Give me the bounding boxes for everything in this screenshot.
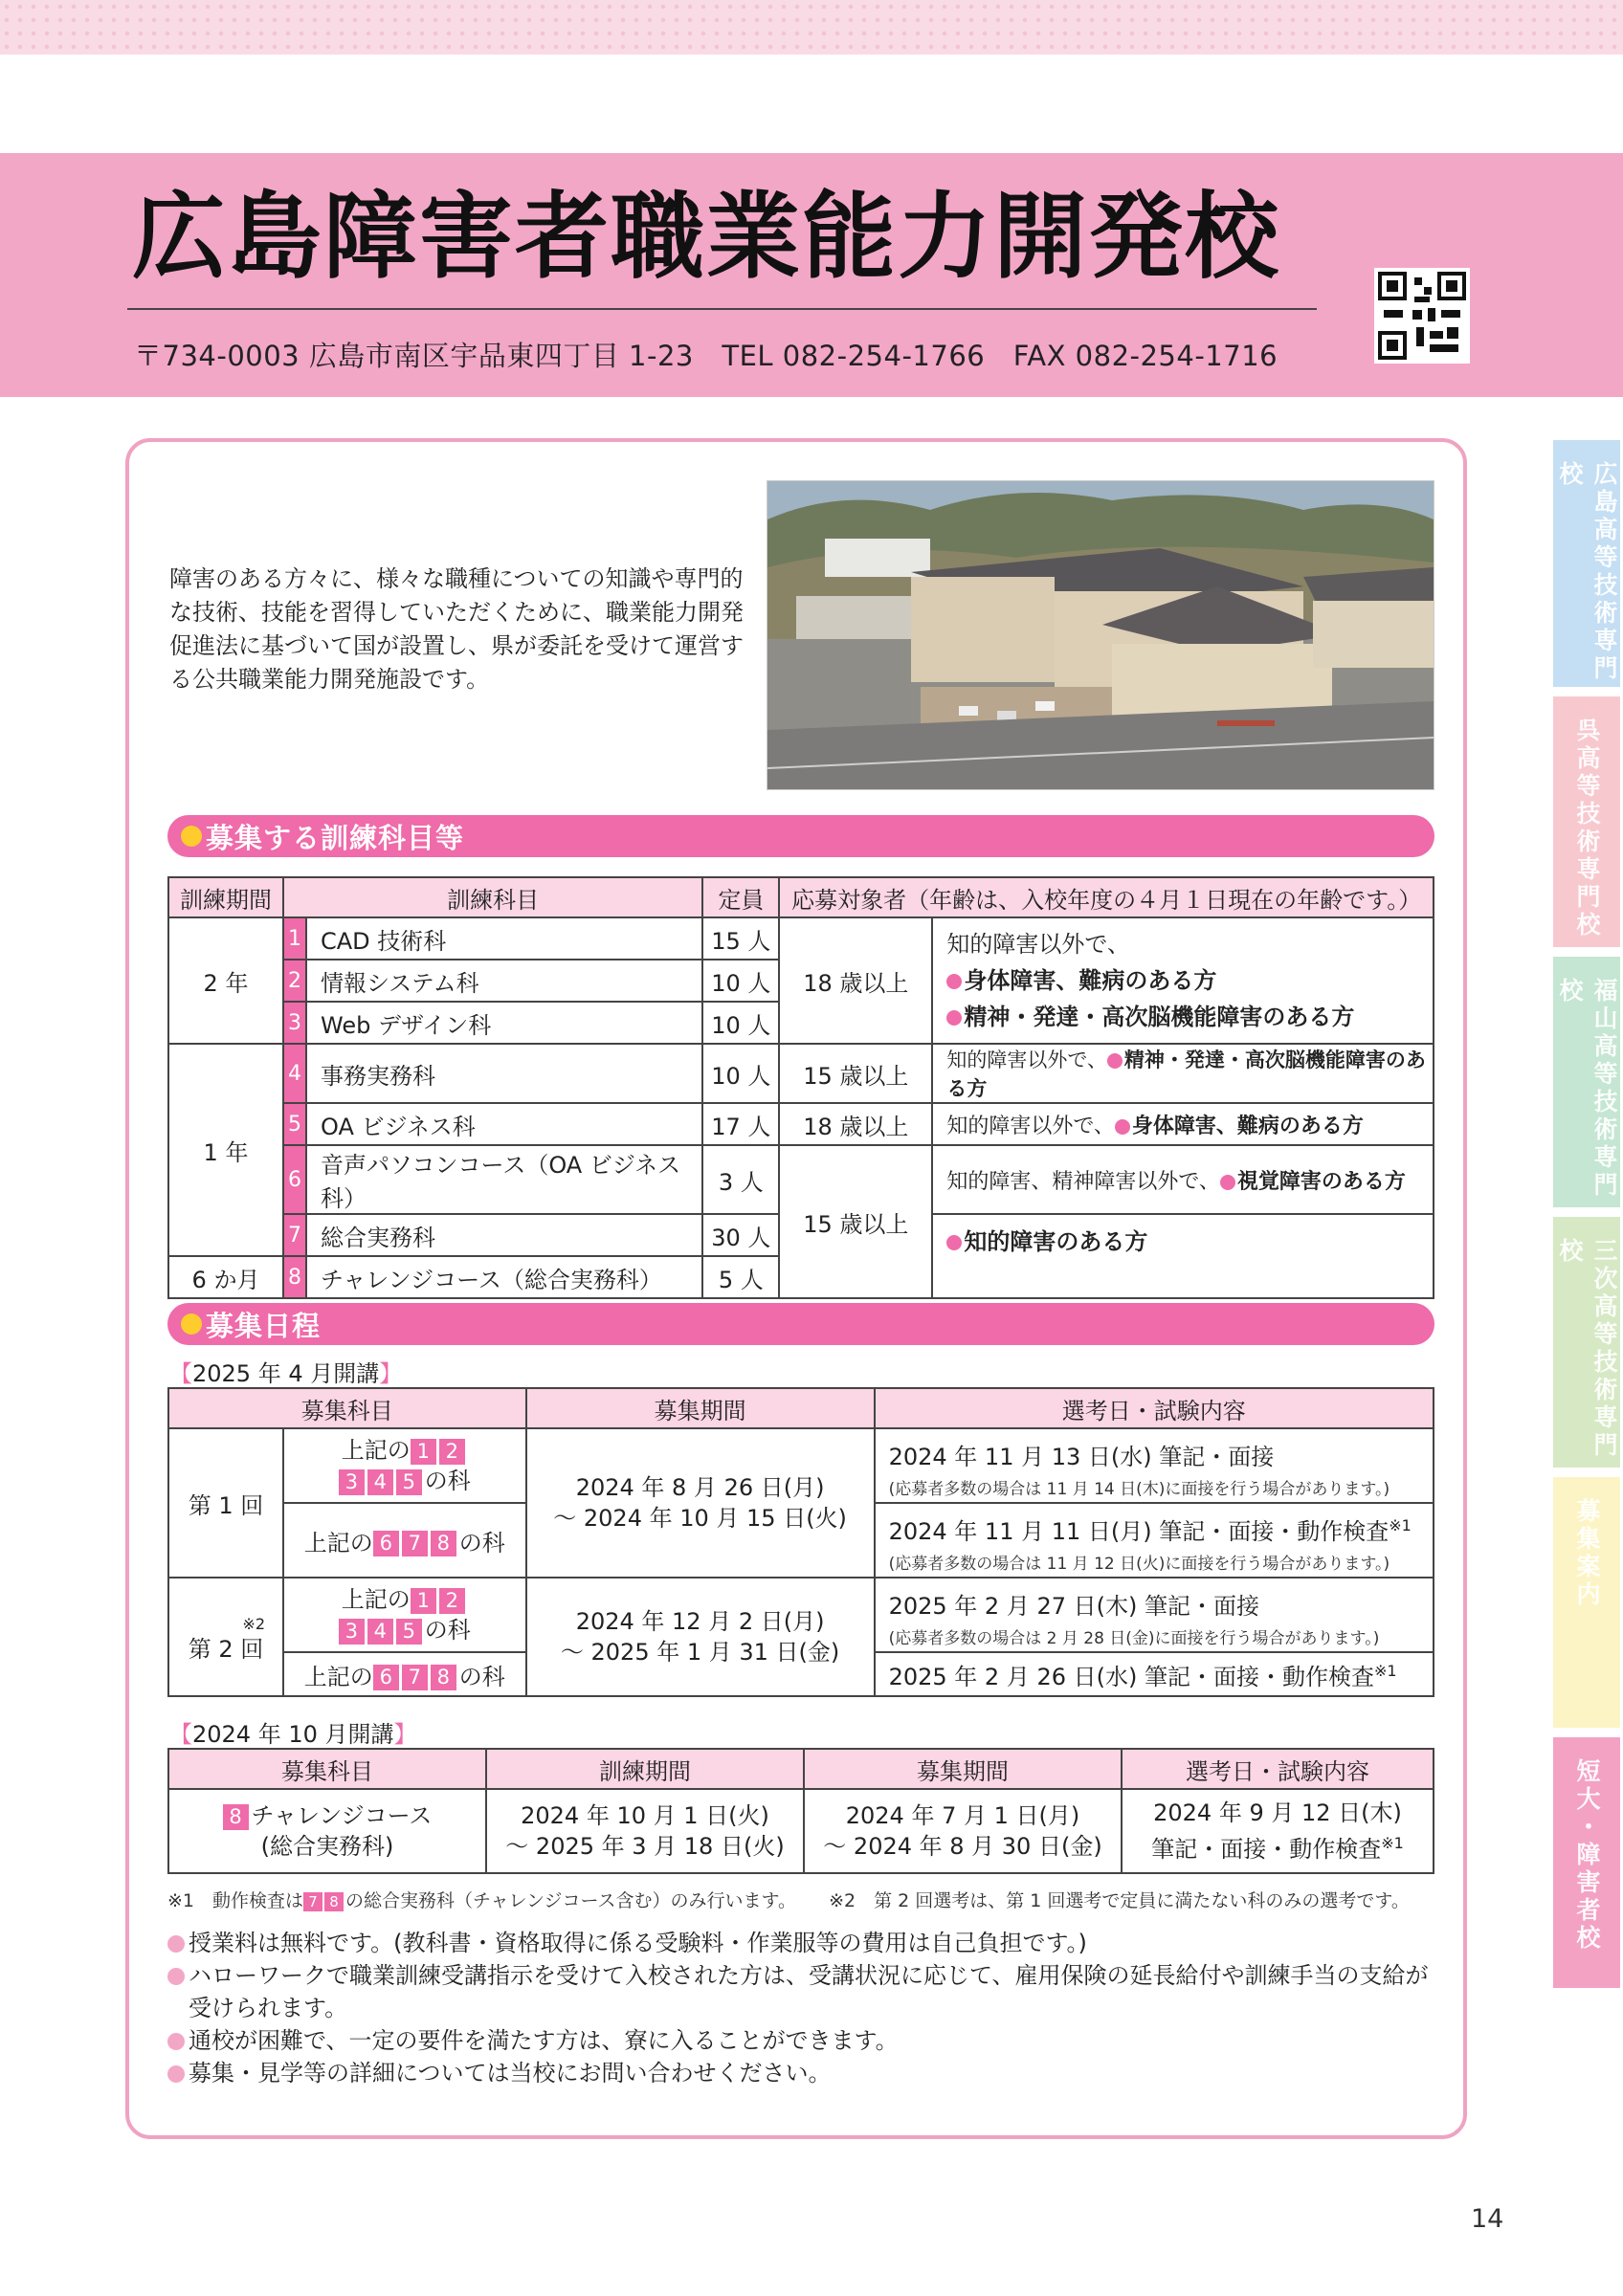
april-schedule-table: 募集科目 募集期間 選考日・試験内容 第 1 回 上記の 1 2 3 4 5 の科 2024 年 8 月 26 日(月) 〜 2024 年 10 月 15 日(火) 2024 年 11 月 13 日(水) 筆記・面接 (応募者多数の場合は 11 月 14 日(木)に面接を行う場合があります。) 上記の 6 7 8 の科 2024 年 11 月 11 日(月) 筆記・面接・動作検査$^{※1}$ (応募者多数の場合は 11 月 12 日(火)に面接を行う場合があります。) ※2 第 2 回 上記の 1 2 3 4 5 の科 2024 年 12 月 2 日(月) 〜 2025 年 1 月 31 日(金) 2025 年 2 月 27 日(木) 筆記・面接 (応募者多数の場合は 2 月 28 日(金)に面接を行う場合があります。) 上記の 6 7 8 の科 2025 年 2 月 26 日(水) 筆記・面接・動作検査$^{※1}$ [167,1387,1434,1697]
table-row: 上記の 6 7 8 の科 2024 年 11 月 11 日(月) 筆記・面接・動作検査$^{※1}$ (応募者多数の場合は 11 月 12 日(火)に面接を行う場合があります。) [168,1503,1434,1578]
section-courses-header: 募集する訓練科目等 [167,815,1434,857]
side-tab-miyoshi[interactable]: 三次高等技術専門校 [1553,1217,1620,1468]
section-schedule-header: 募集日程 [167,1303,1434,1345]
table-row: 6 か月 8 チャレンジコース（総合実務科） 5 人 [168,1256,1434,1298]
table-row: 5 OA ビジネス科 17 人 18 歳以上 知的障害以外で、 身体障害、難病のある方 [168,1103,1434,1145]
table-row: 8 チャレンジコース (総合実務科) 2024 年 10 月 1 日(火) 〜 2025 年 3 月 18 日(火) 2024 年 7 月 1 日(月) 〜 2024 年 8 月 30 日(金) 2024 年 9 月 12 日(木) 筆記・面接・動作検査$^{※1}$ [168,1789,1434,1873]
side-tab-guide[interactable]: 募集案内 [1553,1477,1620,1728]
page-number: 14 [1471,2204,1504,2234]
table-row: 2 情報システム科 10 人 [168,960,1434,1002]
list-item: 通校が困難で、一定の要件を満たす方は、寮に入ることができます。 [167,2024,1440,2057]
intro-text: 障害のある方々に、様々な職種についての知識や専門的な技術、技能を習得していただくために、職業能力開発促進法に基づいて国が設置し、県が委託を受けて運営する公共職業能力開発施設です。 [169,565,744,693]
page-header [0,153,1623,397]
title-divider [127,308,1317,310]
info-bullets [167,1927,1440,2089]
table-row: 2 年 1 CAD 技術科 15 人 18 歳以上 知的障害以外で、 身体障害、難病のある方 精神・発達・高次脳機能障害のある方 [168,917,1434,960]
school-building-photo [767,480,1434,790]
side-tab-college[interactable]: 短大・障害者校 [1553,1737,1620,1988]
list-item: 募集・見学等の詳細については当校にお問い合わせください。 [167,2057,1440,2089]
side-tab-kure[interactable]: 呉高等技術専門校 [1553,696,1620,947]
table-row: 1 年 4 事務実務科 10 人 15 歳以上 知的障害以外で、 精神・発達・高次脳機能障害のある方 [168,1044,1434,1103]
table-row: 6 音声パソコンコース（OA ビジネス科） 3 人 15 歳以上 知的障害、精神障害以外で、 視覚障害のある方 [168,1145,1434,1214]
table-row: 第 1 回 上記の 1 2 3 4 5 の科 2024 年 8 月 26 日(月) 〜 2024 年 10 月 15 日(火) 2024 年 11 月 13 日(水) 筆記・面接 (応募者多数の場合は 11 月 14 日(木)に面接を行う場合があります。) [168,1428,1434,1503]
october-schedule-table: 募集科目 訓練期間 募集期間 選考日・試験内容 8 チャレンジコース (総合実務科) 2024 年 10 月 1 日(火) 〜 2025 年 3 月 18 日(火) 2024 年 7 月 1 日(月) 〜 2024 年 8 月 30 日(金) 2024 年 9 月 12 日(木) 筆記・面接・動作検査$^{※1}$ [167,1748,1434,1874]
table-row: 上記の 6 7 8 の科 2025 年 2 月 26 日(水) 筆記・面接・動作検査$^{※1}$ [168,1652,1434,1696]
april-intake-label: 【2025 年 4 月開講】 [169,1360,403,1387]
page-title: 広島障害者職業能力開発校 [132,183,1281,292]
october-intake-label: 【2024 年 10 月開講】 [169,1721,417,1748]
yellow-dot-icon [181,1314,202,1335]
table-row: ※2 第 2 回 上記の 1 2 3 4 5 の科 2024 年 12 月 2 日(月) 〜 2025 年 1 月 31 日(金) 2025 年 2 月 27 日(木) 筆記・面接 (応募者多数の場合は 2 月 28 日(金)に面接を行う場合があります。) [168,1578,1434,1652]
table-row: 7 総合実務科 30 人 知的障害のある方 [168,1214,1434,1256]
list-item: 授業料は無料です。(教科書・資格取得に係る受験料・作業服等の費用は自己負担です。) [167,1927,1440,1959]
top-decor-band [0,0,1623,55]
table-row: 3 Web デザイン科 10 人 [168,1002,1434,1044]
content-panel [125,438,1467,2139]
footnotes: ※1 動作検査は 7 8 の総合実務科（チャレンジコース含む）のみ行います。 ※2 第 2 回選考は、第 1 回選考で定員に満たない科のみの選考です。 [167,1890,1410,1911]
yellow-dot-icon [181,826,202,847]
school-address: 〒734-0003 広島市南区宇品東四丁目 1-23 TEL 082-254-1766 FAX 082-254-1716 [134,340,1278,372]
side-tab-fukuyama[interactable]: 福山高等技術専門校 [1553,957,1620,1207]
course-table: 訓練期間 訓練科目 定員 応募対象者（年齢は、入校年度の４月１日現在の年齢です。） 2 年 1 CAD 技術科 15 人 18 歳以上 知的障害以外で、 身体障害、難病のある方 精神・発達・高次脳機能障害のある方 2 情報システム科 10 人 3 Web デザイン科 10 人 1 年 4 事務実務科 10 人 15 歳以上 知的障害以外で、 精神・発達・高次脳機能障害のある方 5 OA ビジネス科 17 人 18 歳以上 知的障害以外で、 身体障害、難病のある方 6 音声パソコンコース（OA ビジネス科） 3 人 15 歳以上 知的障害、精神障害以外で、 視覚障害のある方 7 総合実務科 30 人 知的障害のある方 6 か月 8 チャレンジコース（総合実務科） 5 人 [167,876,1434,1299]
list-item: ハローワークで職業訓練受講指示を受けて入校された方は、受講状況に応じて、雇用保険の延長給付や訓練手当の支給が受けられます。 [167,1959,1440,2024]
qr-code-icon[interactable] [1374,268,1470,364]
side-tab-hiroshima[interactable]: 広島高等技術専門校 [1553,440,1620,687]
